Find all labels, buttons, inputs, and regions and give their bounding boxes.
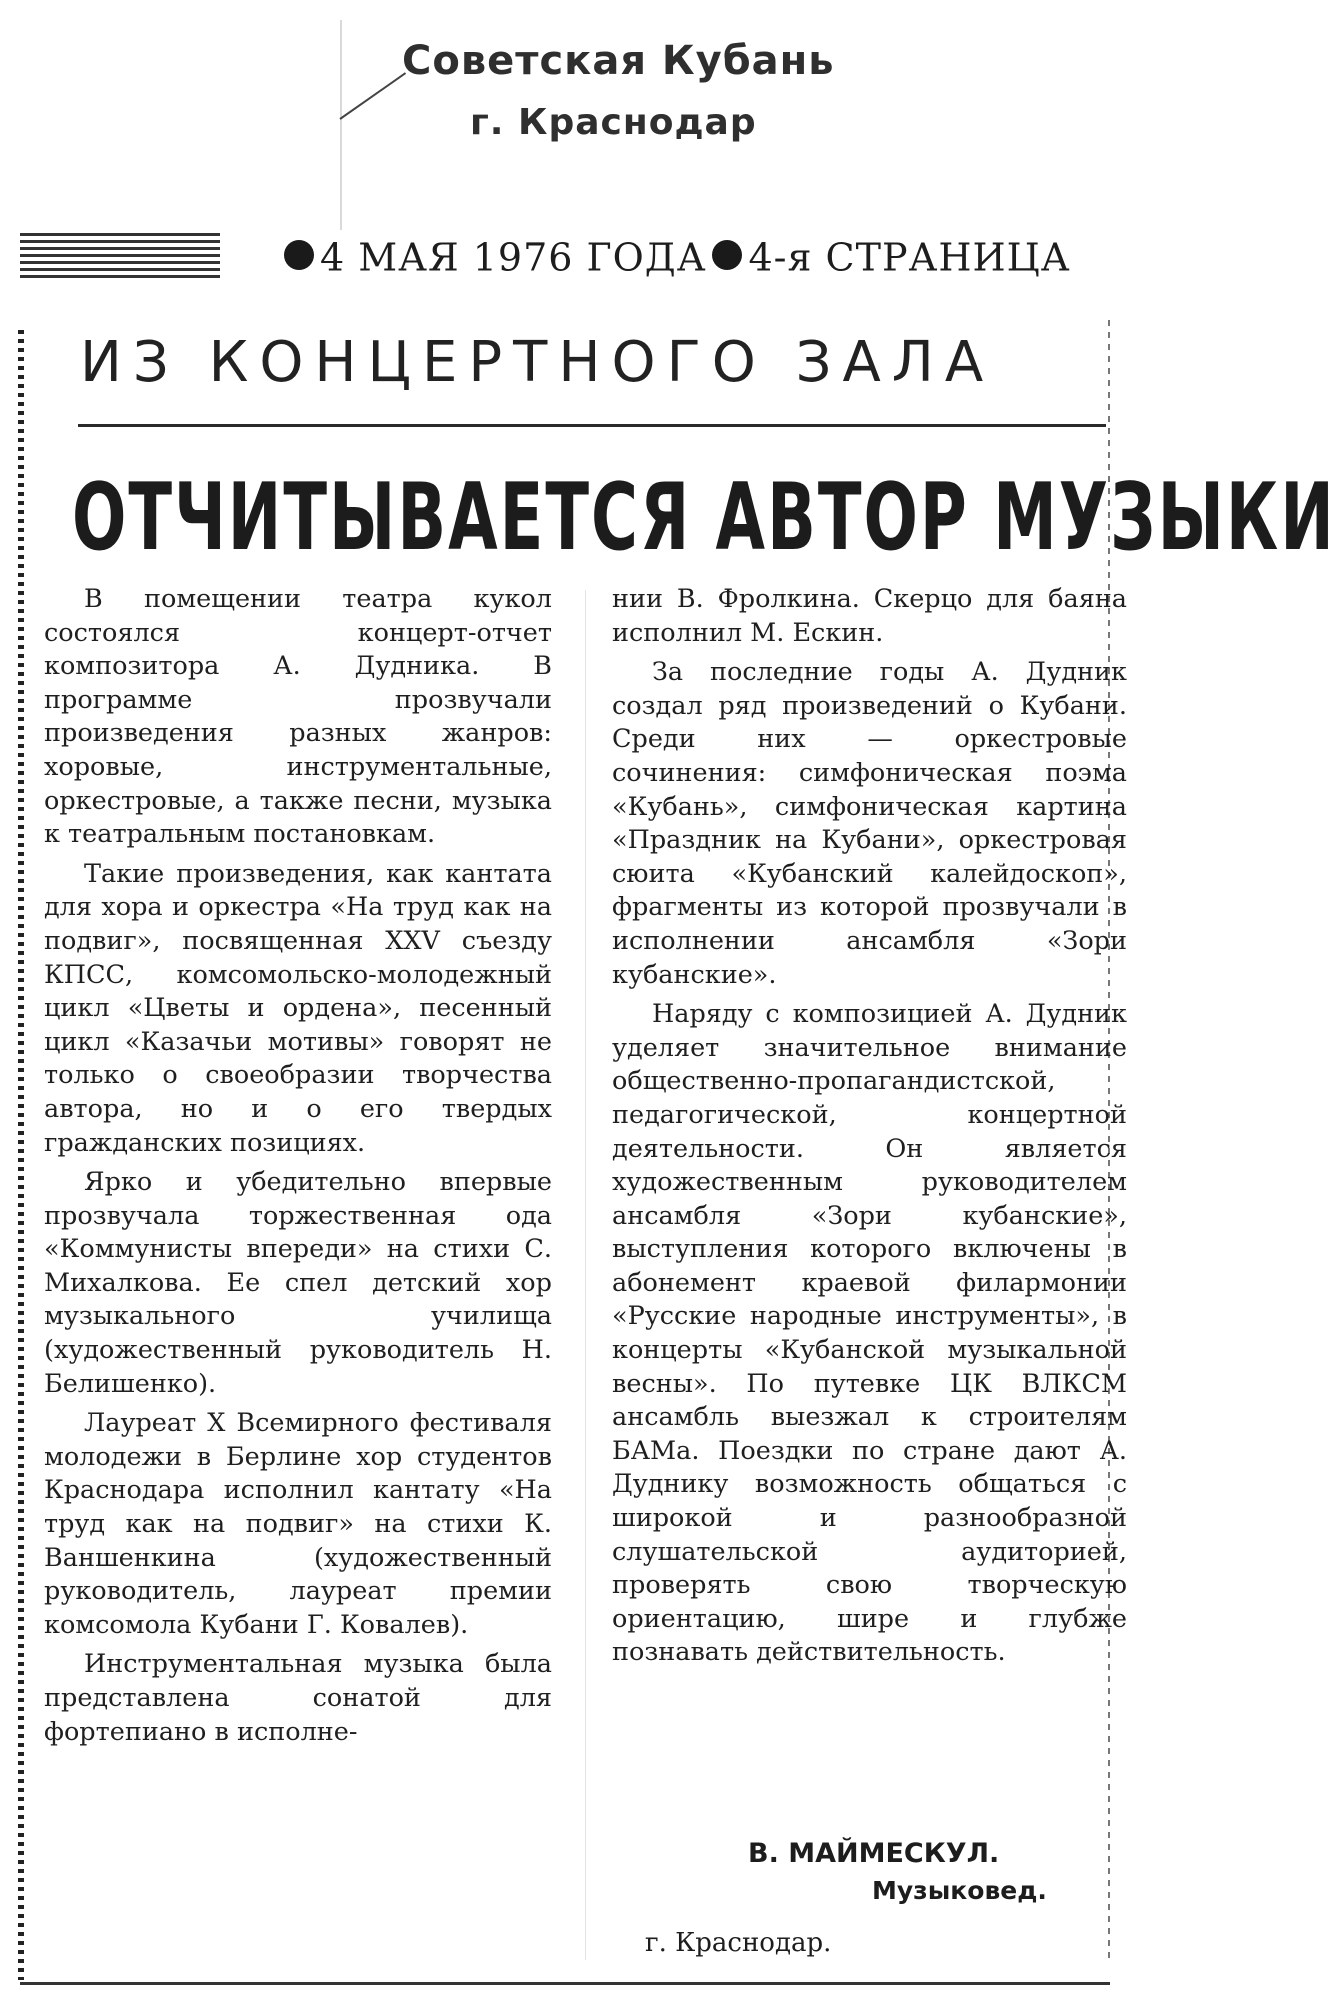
decorative-rules: [20, 233, 220, 279]
paragraph: Лауреат X Всемирного фестиваля молодежи в Берлине хор студентов Краснодара исполнил кантату «На труд как на подвиг» на стихи К. Ваншенкина (художественный руководитель, лауреат премии комсомола Кубани Г. Ковалев).: [44, 1408, 552, 1640]
newspaper-stamp: [330, 30, 930, 170]
author-role: Музыковед.: [872, 1876, 1047, 1905]
paragraph: Такие произведения, как кантата для хора и оркестра «На труд как на подвиг», посвященная XXV съезду КПСС, комсомольско-молодежный цикл «Цветы и ордена», песенный цикл «Казачьи мотивы» говорят не только о своеобразии творчества автора, но и о его твердых гражданских позициях.: [44, 858, 552, 1158]
paragraph: Ярко и убедительно впервые прозвучала торжественная ода «Коммунисты впереди» на стихи С. Михалкова. Ее спел детский хор музыкального училища (художественный руководитель Н. Белишенко).: [44, 1167, 552, 1399]
page-number: 4-я СТРАНИЦА: [748, 235, 1071, 280]
frame-left-border: [18, 330, 24, 1980]
paragraph: Инструментальная музыка была представлена сонатой для фортепиано в исполне-: [44, 1649, 552, 1747]
paragraph: Наряду с композицией А. Дудник уделяет значительное внимание общественно-пропагандистской, педагогической, концертной деятельности. Он является художественным руководителем ансамбля «Зори кубанские», выступления которого включены в абонемент краевой филармонии «Русские народные инструменты», в концерты «Кубанской музыкальной весны». По путевке ЦК ВЛКСМ ансамбль выезжал к строителям БАМа. Поездки по стране дают А. Дуднику возможность общаться с широкой и разнообразной слушательской аудиторией, проверять свою творческую ориентацию, шире и глубже познавать действительность.: [612, 999, 1127, 1668]
paragraph: В помещении театра кукол состоялся концерт-отчет композитора А. Дудника. В программе прозвучали произведения разных жанров: хоровые, инструментальные, оркестровые, а также песни, музыка к театральным постановкам.: [44, 584, 552, 850]
bullet-icon: [712, 240, 742, 270]
paragraph: За последние годы А. Дудник создал ряд произведений о Кубани. Среди них — оркестровые сочинения: симфоническая поэма «Кубань», симфоническая картина «Праздник на Кубани», оркестровая сюита «Кубанский калейдоскоп», фрагменты из которой прозвучали в исполнении ансамбля «Зори кубанские».: [612, 657, 1127, 990]
author-name: В. МАЙМЕСКУЛ.: [748, 1838, 1000, 1869]
stamp-newspaper-name: Советская Кубань: [402, 38, 835, 84]
article-column-right: [612, 583, 1127, 1676]
stamp-city: г. Краснодар: [470, 102, 757, 143]
article-headline: ОТЧИТЫВАЕТСЯ АВТОР МУЗЫКИ: [72, 465, 1336, 573]
column-divider: [585, 590, 586, 1960]
paragraph-continuation: нии В. Фролкина. Скерцо для баяна исполнил М. Ескин.: [612, 584, 1127, 648]
dateline: [278, 232, 1138, 286]
frame-bottom-border: [20, 1982, 1110, 1985]
section-rubric: ИЗ КОНЦЕРТНОГО ЗАЛА: [80, 330, 995, 395]
rubric-divider: [78, 424, 1106, 427]
bullet-icon: [284, 240, 314, 270]
author-city: г. Краснодар.: [645, 1928, 832, 1958]
article-column-left: [44, 583, 552, 1755]
issue-date: 4 МАЯ 1976 ГОДА: [320, 235, 707, 280]
